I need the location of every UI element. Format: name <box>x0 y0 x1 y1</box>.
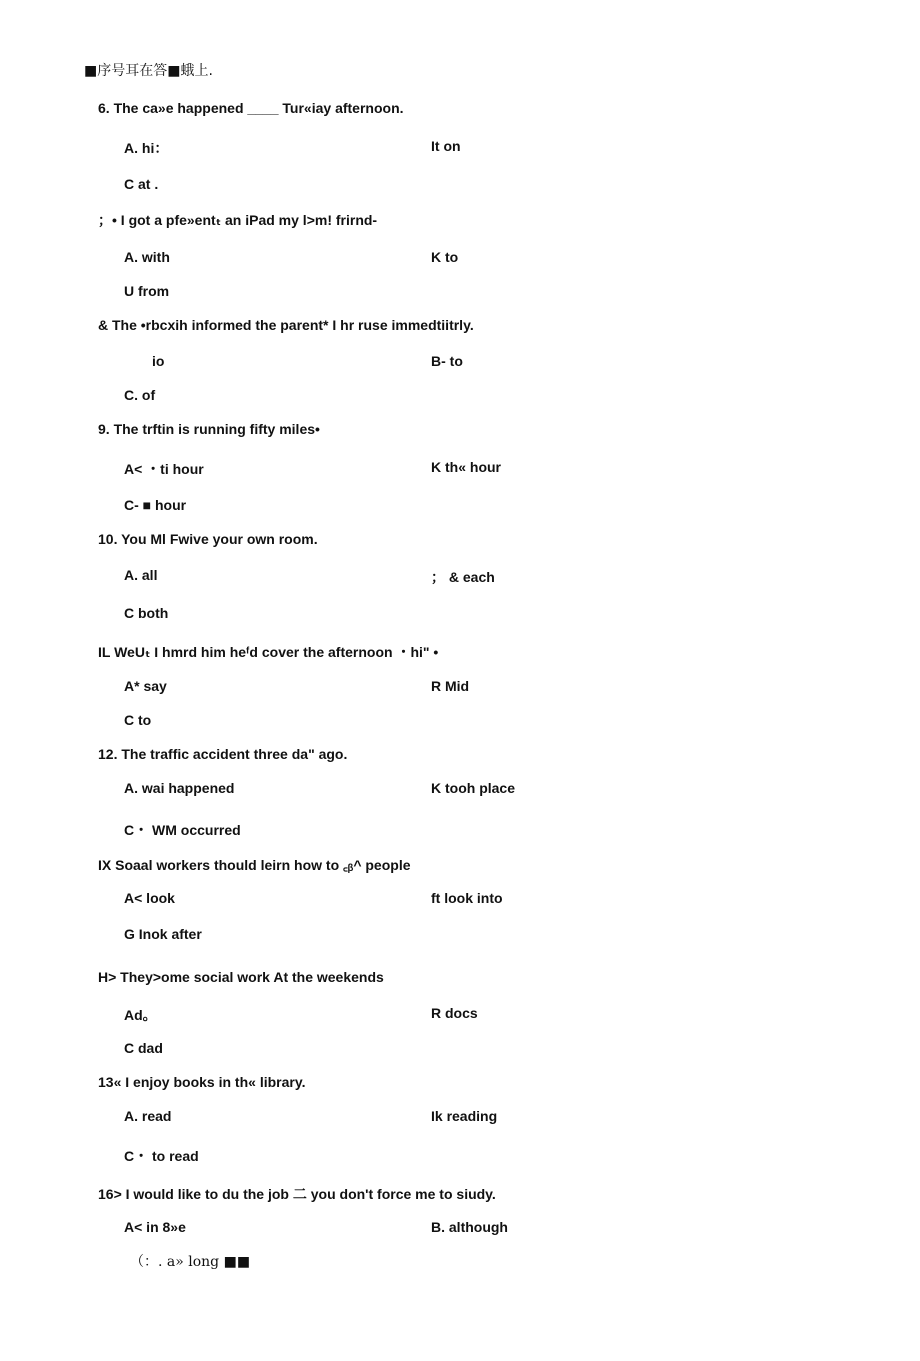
option-b: ft look into <box>431 890 503 906</box>
question-stem: 10. You Ml Fwive your own room. <box>98 531 318 547</box>
question-stem: & The •rbcxih informed the parent* I hr ruse immedtiitrly. <box>98 317 474 333</box>
option-a: A. all <box>124 567 158 583</box>
option-c: C- ■ hour <box>124 497 187 513</box>
option-b: R Mid <box>431 678 470 694</box>
option-a: io <box>152 353 165 369</box>
option-a: A. read <box>124 1108 172 1124</box>
question-stem: IX Soaal workers thould leirn how to ꜀ᵦ^ people <box>98 857 411 873</box>
option-b: R docs <box>431 1005 478 1021</box>
option-c: U from <box>124 283 170 299</box>
option-a: A* say <box>124 678 167 694</box>
option-c: C dad <box>124 1040 163 1056</box>
option-c: C at . <box>124 176 159 192</box>
option-c: C・ WM occurred <box>124 822 241 838</box>
question-stem: 6. The ca»e happened ____ Tur«iay afternoon. <box>98 100 404 116</box>
option-a: A< in 8»e <box>124 1219 186 1235</box>
question-stem: 9. The trftin is running fifty miles• <box>98 421 320 437</box>
question-stem: H> They>ome social work At the weekends <box>98 969 384 985</box>
question-stem: 13« I enjoy books in th« library. <box>98 1074 306 1090</box>
option-b: B- to <box>431 353 463 369</box>
option-c: G Inok after <box>124 926 202 942</box>
option-a: A. hi： <box>124 140 169 156</box>
option-b: B. although <box>431 1219 508 1235</box>
option-c-partial: （：. a» long ■■ <box>130 1254 251 1270</box>
option-b: K to <box>431 249 459 265</box>
question-stem: 12. The traffic accident three da" ago. <box>98 746 348 762</box>
option-a: A. wai happened <box>124 780 235 796</box>
question-stem: IL WeUₜ I hmrd him heᶠd cover the afternoon ・hi" • <box>98 644 439 660</box>
option-b: Ik reading <box>431 1108 498 1124</box>
question-stem: 16> I would like to du the job 二 you don't force me to siudy. <box>98 1186 496 1202</box>
option-b: K tooh place <box>431 780 516 796</box>
option-b: K th« hour <box>431 459 501 475</box>
question-stem: ；• I got a pfe»entₜ an iPad my l>m! frirnd- <box>98 212 378 228</box>
option-c: C both <box>124 605 169 621</box>
option-a: A. with <box>124 249 170 265</box>
option-c: C. of <box>124 387 156 403</box>
option-c: C・ to read <box>124 1148 199 1164</box>
option-c: C to <box>124 712 152 728</box>
option-b: ； & each <box>431 569 495 585</box>
option-a: A< look <box>124 890 175 906</box>
option-a: Ad。 <box>124 1007 157 1023</box>
option-b: It on <box>431 138 461 154</box>
option-a: A< ・ti hour <box>124 461 204 477</box>
header-instruction: ■序号耳在答■蛾上. <box>84 63 213 79</box>
